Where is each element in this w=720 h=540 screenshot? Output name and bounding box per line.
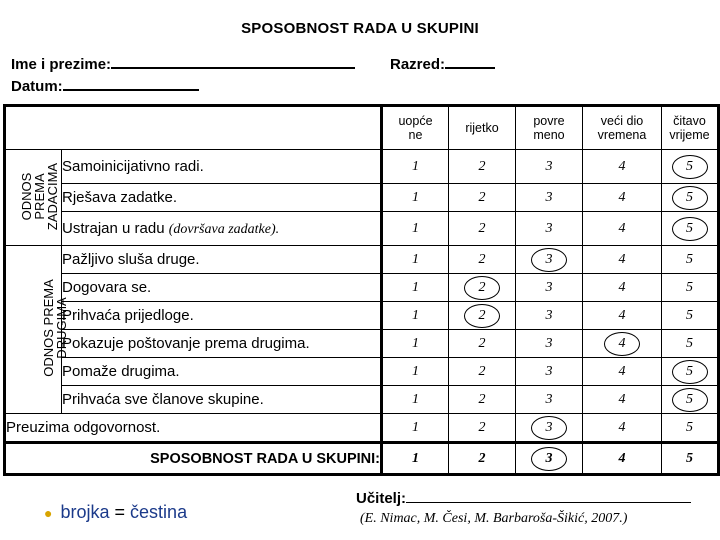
criterion-label	[62, 150, 382, 184]
total-row	[5, 443, 719, 475]
criterion-text: Samoinicijativno radi.	[62, 158, 204, 175]
rating-cell[interactable]	[449, 246, 516, 274]
criterion-text: Pomaže drugima.	[62, 363, 180, 380]
rating-value: 1	[412, 158, 419, 174]
rating-value: 1	[412, 363, 419, 379]
rating-cell[interactable]	[449, 358, 516, 386]
criterion-text: Preuzima odgovornost.	[6, 419, 161, 436]
criterion-label	[62, 246, 382, 274]
rating-value: 4	[618, 189, 626, 205]
rating-circled: 3	[531, 248, 567, 272]
rating-value: 2	[478, 419, 486, 435]
criterion-label	[5, 414, 382, 443]
rating-circled: 3	[531, 416, 567, 440]
rating-cell[interactable]	[516, 184, 583, 212]
total-rating-cell[interactable]	[382, 443, 449, 475]
group-label-line: DRUGIMA	[53, 297, 69, 359]
teacher-field	[356, 489, 691, 507]
criterion-label	[62, 274, 382, 302]
rating-value: 5	[686, 335, 693, 351]
rating-value: 3	[545, 279, 553, 295]
name-field	[11, 54, 355, 73]
rating-cell[interactable]	[516, 414, 583, 443]
rating-cell[interactable]	[382, 358, 449, 386]
rating-value: 1	[412, 450, 419, 466]
rating-value: 1	[412, 391, 419, 407]
criterion-text: Ustrajan u radu	[62, 219, 165, 237]
rating-circled: 2	[464, 276, 500, 300]
rating-cell[interactable]	[583, 274, 662, 302]
rating-value: 4	[618, 220, 626, 236]
rating-circled: 4	[604, 332, 640, 356]
rating-circled: 5	[672, 360, 708, 384]
rating-cell[interactable]	[516, 150, 583, 184]
group-label-tasks	[5, 150, 62, 246]
total-rating-cell[interactable]	[516, 443, 583, 475]
rating-value: 2	[478, 363, 486, 379]
rating-cell[interactable]	[583, 302, 662, 330]
rating-cell[interactable]	[449, 150, 516, 184]
table-row	[5, 302, 719, 330]
column-header-5: čitavo vrijeme	[662, 106, 719, 150]
total-label: SPOSOBNOST RADA U SKUPINI:	[5, 443, 382, 475]
name-line	[111, 54, 355, 69]
rating-value: 1	[412, 419, 419, 435]
rating-cell[interactable]	[583, 212, 662, 246]
rating-cell[interactable]	[583, 330, 662, 358]
legend-note	[44, 502, 187, 523]
criterion-text: Dogovara se.	[62, 279, 152, 296]
column-header-2: rijetko	[449, 106, 516, 150]
rating-value: 4	[618, 158, 626, 174]
rating-cell[interactable]	[662, 386, 719, 414]
rating-cell[interactable]	[382, 246, 449, 274]
rating-cell[interactable]	[516, 386, 583, 414]
rating-value: 3	[545, 363, 553, 379]
rating-value: 2	[478, 158, 486, 174]
name-label: Ime i prezime:	[11, 56, 112, 73]
table-row	[5, 246, 719, 274]
rating-cell[interactable]	[382, 150, 449, 184]
rating-cell[interactable]	[662, 302, 719, 330]
column-header-4: veći dio vremena	[583, 106, 662, 150]
teacher-label: Učitelj:	[356, 490, 407, 507]
criterion-label	[62, 184, 382, 212]
rating-cell[interactable]	[449, 274, 516, 302]
rating-cell[interactable]	[449, 184, 516, 212]
date-line	[63, 76, 199, 91]
rating-circled: 2	[464, 304, 500, 328]
rating-cell[interactable]	[449, 330, 516, 358]
rating-cell[interactable]	[382, 414, 449, 443]
rating-cell[interactable]	[516, 330, 583, 358]
header-blank	[5, 106, 382, 150]
criterion-text: Pokazuje poštovanje prema drugima.	[62, 335, 310, 352]
rating-cell[interactable]	[662, 150, 719, 184]
criterion-text: Pažljivo sluša druge.	[62, 251, 200, 268]
rating-cell[interactable]	[516, 212, 583, 246]
group-label-line: PREMA	[32, 172, 48, 220]
rating-cell[interactable]	[516, 246, 583, 274]
rating-value: 3	[545, 391, 553, 407]
table-row	[5, 184, 719, 212]
rating-value: 1	[412, 189, 419, 205]
criterion-text: Prihvaća prijedloge.	[62, 307, 194, 324]
assessment-table	[3, 104, 720, 476]
rating-value: 3	[545, 220, 553, 236]
table-row	[5, 150, 719, 184]
column-header-3: povre meno	[516, 106, 583, 150]
rating-value: 4	[618, 391, 626, 407]
rating-circled: 5	[672, 155, 708, 179]
rating-value: 4	[618, 363, 626, 379]
rating-value: 1	[412, 220, 419, 236]
citation: (E. Nimac, M. Česi, M. Barbaroša-Šikić, 2007.)	[360, 511, 628, 526]
rating-value: 2	[478, 335, 486, 351]
rating-value: 4	[618, 279, 626, 295]
class-label: Razred:	[390, 56, 446, 73]
rating-cell[interactable]	[382, 386, 449, 414]
table-row	[5, 358, 719, 386]
table-row	[5, 386, 719, 414]
rating-cell[interactable]	[662, 246, 719, 274]
rating-value: 5	[686, 419, 693, 435]
rating-value: 5	[686, 450, 693, 466]
table-row	[5, 330, 719, 358]
rating-cell[interactable]	[516, 274, 583, 302]
rating-value: 4	[618, 450, 626, 466]
rating-value: 5	[686, 279, 693, 295]
group-label-line: ZADACIMA	[45, 162, 61, 230]
total-rating-cell[interactable]	[662, 443, 719, 475]
teacher-line	[406, 489, 691, 503]
group-label-line: ODNOS	[19, 172, 35, 220]
column-header-1: uopće ne	[382, 106, 449, 150]
criterion-label	[62, 212, 382, 246]
rating-cell[interactable]	[662, 274, 719, 302]
rating-value: 3	[545, 189, 553, 205]
rating-cell[interactable]	[662, 358, 719, 386]
group-label-line: ODNOS PREMA	[40, 279, 56, 377]
rating-value: 1	[412, 279, 419, 295]
criterion-label	[62, 386, 382, 414]
rating-cell[interactable]	[449, 302, 516, 330]
rating-circled: 5	[672, 217, 708, 241]
form-title: SPOSOBNOST RADA U SKUPINI	[241, 20, 479, 37]
class-line	[445, 54, 495, 69]
rating-value: 5	[686, 251, 693, 267]
rating-cell[interactable]	[382, 212, 449, 246]
rating-cell[interactable]	[449, 414, 516, 443]
rating-value: 2	[478, 189, 486, 205]
rating-value: 3	[545, 158, 553, 174]
date-label: Datum:	[11, 78, 63, 95]
criterion-note: (dovršava zadatke).	[168, 221, 280, 237]
table-row	[5, 212, 719, 246]
rating-cell[interactable]	[382, 274, 449, 302]
total-rating-cell[interactable]	[449, 443, 516, 475]
criterion-label	[62, 302, 382, 330]
criterion-label	[62, 358, 382, 386]
rating-cell[interactable]	[662, 414, 719, 443]
rating-cell[interactable]	[516, 302, 583, 330]
rating-value: 2	[478, 251, 486, 267]
rating-cell[interactable]	[382, 184, 449, 212]
criterion-text: Prihvaća sve članove skupine.	[62, 391, 264, 408]
rating-cell[interactable]	[449, 386, 516, 414]
rating-cell[interactable]	[449, 212, 516, 246]
rating-cell[interactable]	[662, 184, 719, 212]
group-label-others	[5, 246, 69, 414]
legend-meaning: čestina	[130, 502, 188, 522]
date-field	[11, 76, 199, 95]
rating-cell[interactable]	[382, 302, 449, 330]
rating-circled: 5	[672, 388, 708, 412]
rating-value: 2	[478, 450, 486, 466]
rating-cell[interactable]	[662, 212, 719, 246]
total-rating-cell[interactable]	[583, 443, 662, 475]
table-row	[5, 274, 719, 302]
legend-word: brojka	[60, 502, 110, 522]
rating-value: 4	[618, 419, 626, 435]
criterion-text: Rješava zadatke.	[62, 189, 178, 206]
rating-circled: 5	[672, 186, 708, 210]
rating-circled: 3	[531, 447, 567, 471]
rating-value: 5	[686, 307, 693, 323]
rating-cell[interactable]	[583, 414, 662, 443]
rating-cell[interactable]	[583, 386, 662, 414]
class-field	[390, 54, 495, 73]
rating-value: 1	[412, 335, 419, 351]
rating-cell[interactable]	[583, 184, 662, 212]
rating-cell[interactable]	[382, 330, 449, 358]
rating-cell[interactable]	[516, 358, 583, 386]
rating-value: 1	[412, 251, 419, 267]
rating-value: 1	[412, 307, 419, 323]
rating-cell[interactable]	[662, 330, 719, 358]
rating-value: 2	[478, 391, 486, 407]
rating-cell[interactable]	[583, 246, 662, 274]
rating-cell[interactable]	[583, 358, 662, 386]
rating-cell[interactable]	[583, 150, 662, 184]
rating-value: 2	[478, 220, 486, 236]
bullet-icon: ●	[44, 505, 53, 521]
rating-value: 4	[618, 307, 626, 323]
rating-value: 3	[545, 335, 553, 351]
rating-value: 3	[545, 307, 553, 323]
legend-equals: =	[114, 502, 126, 522]
table-row	[5, 414, 719, 443]
rating-value: 4	[618, 251, 626, 267]
criterion-label	[62, 330, 382, 358]
